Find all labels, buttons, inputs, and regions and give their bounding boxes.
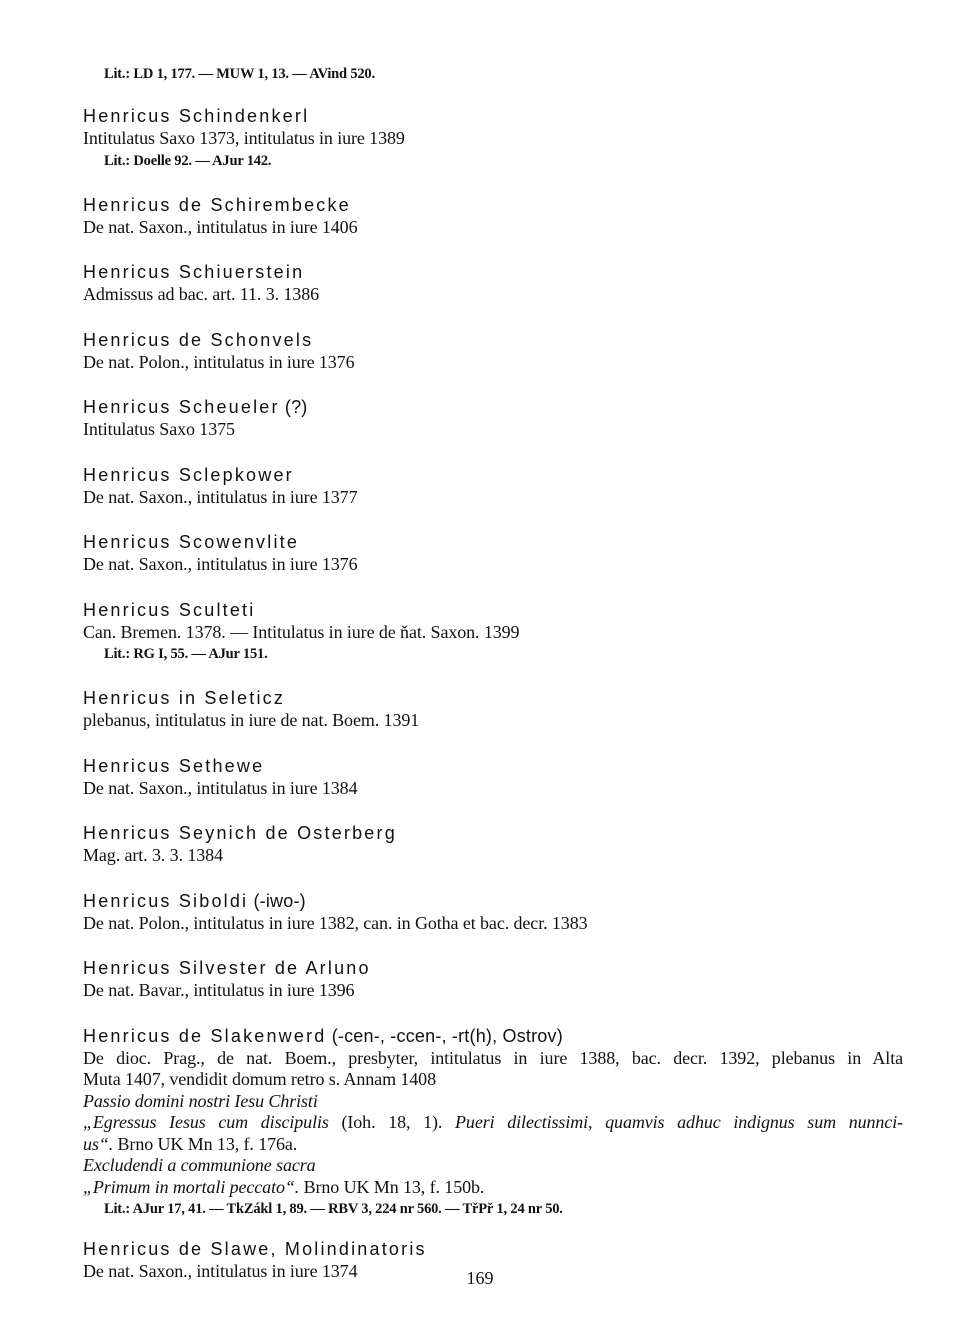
entry [83,599,903,665]
entry-line: De nat. Saxon., intitulatus in iure 1406 [83,216,358,237]
entry [83,890,903,935]
entry [83,105,903,171]
entry-name: Henricus Sclepkower [83,464,294,485]
entry [83,957,903,1002]
entry-literature: Lit.: RG I, 55. — AJur 151. [104,646,268,662]
entry-name: Henricus Siboldi (-iwo-) [83,890,306,911]
entry [83,194,903,239]
entry [83,261,903,306]
entry-line: De nat. Saxon., intitulatus in iure 1377 [83,486,358,507]
entry-name: Henricus Scheueler (?) [83,397,308,417]
entry-line: De dioc. Prag., de nat. Boem., presbyter, intitulatus in iure 1388, bac. decr. 1392, plebanus in Alta [83,1047,903,1068]
entry-line: De nat. Bavar., intitulatus in iure 1396 [83,980,355,1000]
entry-line: Can. Bremen. 1378. — Intitulatus in iure de ňat. Saxon. 1399 [83,621,520,642]
entry-name: Henricus Sethewe [83,755,265,776]
entry-slakenwerd [83,1025,903,1220]
entry [83,687,903,732]
entry-name: Henricus in Seleticz [83,688,286,708]
entry [83,396,903,441]
entry-name: Henricus de Slawe, Molindinatoris [83,1239,427,1259]
work-incipit-cont: us“. Brno UK Mn 13, f. 176a. [83,1133,298,1154]
entry-name: Henricus Silvester de Arluno [83,958,371,978]
entry-line: plebanus, intitulatus in iure de nat. Boem. 1391 [83,710,420,730]
entry [83,464,903,509]
work-title: Passio domini nostri Iesu Christi [83,1090,318,1111]
entry [83,329,903,374]
entry-name: Henricus Schiuerstein [83,262,305,282]
entry-line: De nat. Saxon., intitulatus in iure 1384 [83,777,358,798]
entry-name: Henricus Scowenvlite [83,532,300,552]
entry-line: Mag. art. 3. 3. 1384 [83,845,223,865]
entry-literature: Lit.: AJur 17, 41. — TkZákl 1, 89. — RBV 3, 224 nr 560. — TřPř 1, 24 nr 50. [104,1201,563,1217]
entry-line: De nat. Polon., intitulatus in iure 1382, can. in Gotha et bac. decr. 1383 [83,912,588,933]
entry-name: Henricus de Slakenwerd (-cen-, -ccen-, -rt(h), Ostrov) [83,1025,563,1046]
entry [83,531,903,576]
entry-literature: Lit.: Doelle 92. — AJur 142. [104,152,272,169]
page-number: 169 [466,1268,494,1288]
top-literature: Lit.: LD 1, 177. — MUW 1, 13. — AVind 520. [104,66,375,82]
entry-line: De nat. Saxon., intitulatus in iure 1374 [83,1261,358,1281]
entry-name: Henricus Sculteti [83,599,256,620]
entry-line: Intitulatus Saxo 1373, intitulatus in iure 1389 [83,128,405,148]
entries-list [83,105,903,1002]
entry-line: De nat. Saxon., intitulatus in iure 1376 [83,554,358,574]
entry-line: Admissus ad bac. art. 11. 3. 1386 [83,284,320,304]
entry-line: Muta 1407, vendidit domum retro s. Annam 1408 [83,1069,436,1089]
entry-name: Henricus de Schirembecke [83,194,351,215]
entry [83,755,903,800]
entry-name: Henricus de Schonvels [83,329,314,350]
document-page [83,62,903,1283]
entry-name: Henricus Schindenkerl [83,106,310,126]
entry-name: Henricus Seynich de Osterberg [83,823,397,843]
entry-line: De nat. Polon., intitulatus in iure 1376 [83,351,355,372]
work-title: Excludendi a communione sacra [83,1155,316,1175]
entry [83,822,903,867]
work-incipit: „Egressus Iesus cum discipulis (Ioh. 18, 1). Pueri dilectissimi, quamvis adhuc indignus sum nunnci- [83,1112,903,1132]
entry-line: Intitulatus Saxo 1375 [83,419,235,439]
work-incipit: „Primum in mortali peccato“. Brno UK Mn 13, f. 150b. [83,1176,485,1197]
